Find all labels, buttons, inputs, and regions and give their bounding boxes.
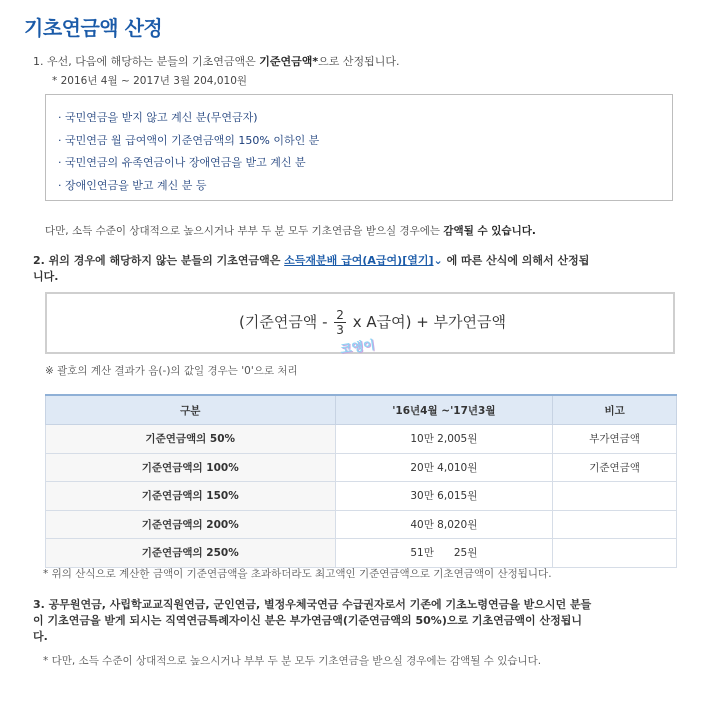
- eligibility-item: · 국민연금을 받지 않고 계신 분(무연금자): [58, 111, 258, 124]
- section3-line3: 다.: [33, 630, 48, 643]
- table-cell: 30만 6,015원: [335, 482, 553, 511]
- section2-intro: [33, 253, 683, 285]
- table-cell: 기준연금액의 100%: [46, 453, 336, 482]
- watermark-stamp: 코앵이: [339, 337, 376, 357]
- formula-part1: (기준연금액 -: [239, 313, 328, 331]
- table-cell: 10만 2,005원: [335, 425, 553, 454]
- section1-intro-text: 1. 우선, 다음에 해당하는 분들의 기초연금액은: [33, 55, 260, 68]
- fraction: [334, 308, 346, 337]
- fraction-denominator: 3: [336, 323, 344, 337]
- reduction-text: 다만, 소득 수준이 상대적으로 높으시거나 부부 두 분 모두 기초연금을 받으실 경우에는: [45, 225, 444, 237]
- table-footnote: * 위의 산식으로 계산한 금액이 기준연금액을 초과하더라도 최고액인 기준연금액으로 기초연금액이 산정됩니다.: [43, 568, 552, 580]
- table-cell: [553, 482, 677, 511]
- table-row: [46, 453, 677, 482]
- section3-text: [33, 597, 683, 645]
- table-cell: 기준연금액의 50%: [46, 425, 336, 454]
- reduction-note: [45, 223, 536, 238]
- reduction-bold: 감액될 수 있습니다.: [443, 225, 536, 237]
- table-header: 비고: [553, 395, 677, 425]
- table-row: [46, 425, 677, 454]
- table-cell: [553, 510, 677, 539]
- table-header: '16년4월 ~'17년3월: [335, 395, 553, 425]
- formula-part2: x A급여) + 부가연금액: [352, 313, 506, 331]
- formula-note: ※ 괄호의 계산 결과가 음(-)의 값일 경우는 '0'으로 처리: [45, 365, 298, 377]
- table-cell: 부가연금액: [553, 425, 677, 454]
- section3-line2: 이 기초연금을 받게 되시는 직역연금특례자이신 분은 부가연금액(기준연금액의 50%)으로 기초연금액이 산정됩니: [33, 614, 583, 627]
- section1-footnote: * 2016년 4월 ~ 2017년 3월 204,010원: [52, 75, 248, 87]
- section1-intro-tail: 으로 산정됩니다.: [318, 55, 400, 68]
- section2-intro-tail: 에 따른 산식에 의해서 산정됩: [442, 254, 590, 267]
- table-cell: 51만 25원: [335, 539, 553, 568]
- table-cell: 기준연금액: [553, 453, 677, 482]
- eligibility-item: · 국민연금 월 급여액이 기준연금액의 150% 이하인 분: [58, 134, 320, 147]
- table-cell: 기준연금액의 150%: [46, 482, 336, 511]
- table-cell: [553, 539, 677, 568]
- table-header-row: [46, 395, 677, 425]
- table-row: [46, 510, 677, 539]
- section2-intro-line2: 니다.: [33, 270, 59, 283]
- section1-intro: [33, 53, 400, 69]
- section2-intro-text: 2. 위의 경우에 해당하지 않는 분들의 기초연금액은: [33, 254, 285, 267]
- eligibility-item: · 국민연금의 유족연금이나 장애연금을 받고 계신 분: [58, 156, 306, 169]
- pension-table: [45, 394, 677, 568]
- table-row: [46, 539, 677, 568]
- formula-expression: [239, 308, 506, 337]
- table-cell: 기준연금액의 250%: [46, 539, 336, 568]
- table-row: [46, 482, 677, 511]
- section3-note: * 다만, 소득 수준이 상대적으로 높으시거나 부부 두 분 모두 기초연금을 받으실 경우에는 감액될 수 있습니다.: [43, 655, 542, 667]
- table-cell: 기준연금액의 200%: [46, 510, 336, 539]
- page-title: 기초연금액 산정: [24, 16, 163, 40]
- section3-line1: 3. 공무원연금, 사립학교교직원연금, 군인연금, 별정우체국연금 수급권자로서 기존에 기초노령연금을 받으시던 분들: [33, 598, 592, 611]
- eligibility-item: · 장애인연금을 받고 계신 분 등: [58, 179, 207, 192]
- table-cell: 20만 4,010원: [335, 453, 553, 482]
- chevron-down-icon[interactable]: ⌄: [433, 254, 443, 267]
- eligibility-box: [45, 94, 673, 201]
- section1-intro-bold: 기준연금액*: [259, 55, 319, 68]
- fraction-numerator: 2: [336, 308, 344, 322]
- table-cell: 40만 8,020원: [335, 510, 553, 539]
- table-header: 구분: [46, 395, 336, 425]
- a-benefit-link[interactable]: 소득재분배 급여(A급여)[열기]: [284, 254, 434, 267]
